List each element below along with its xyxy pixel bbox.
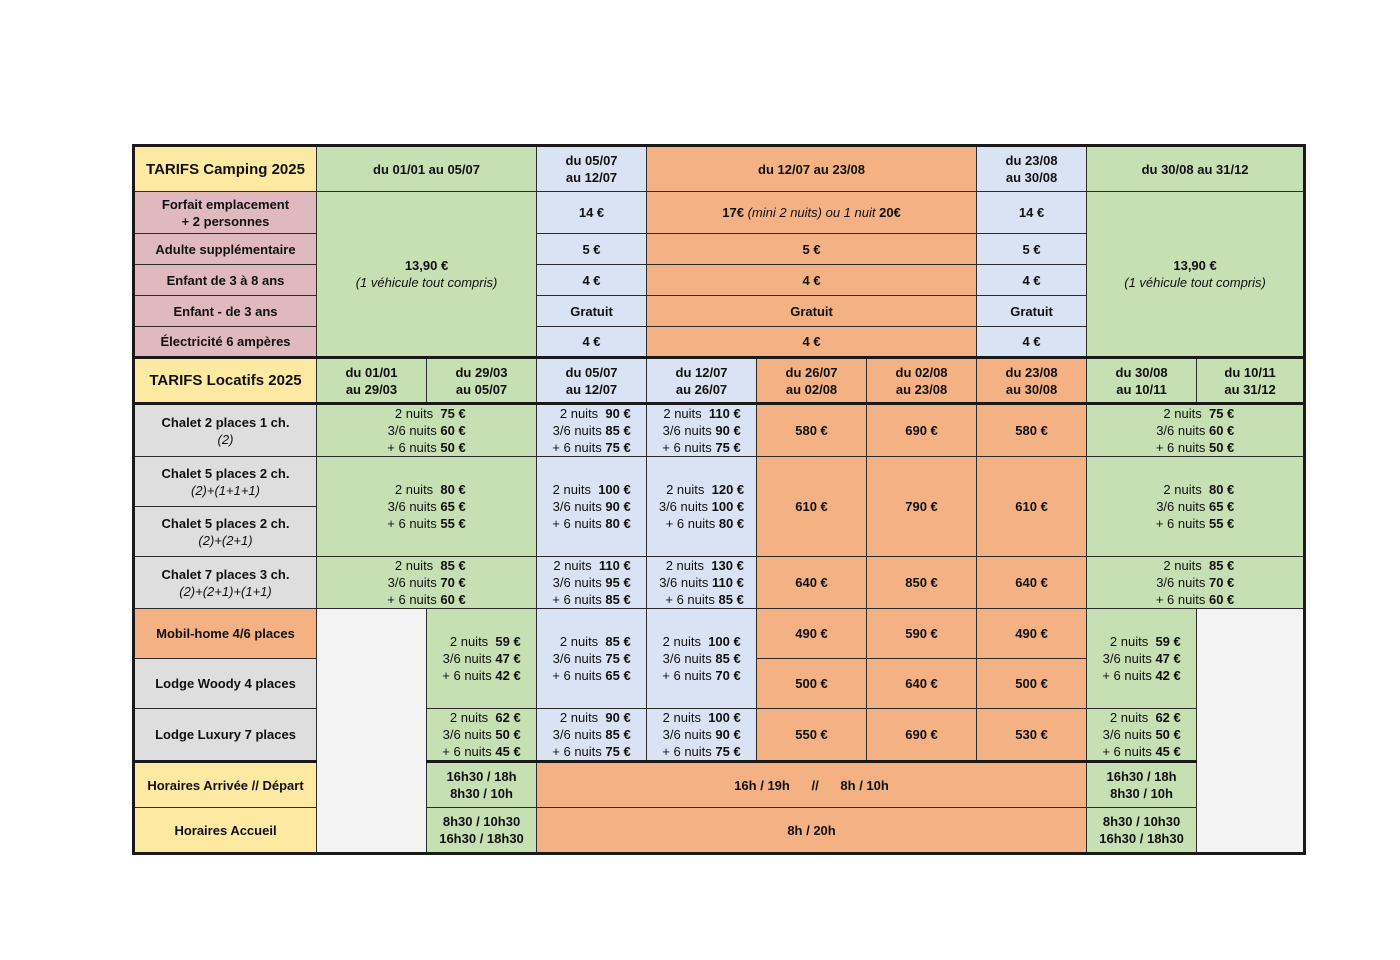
camping-low-season-price: 13,90 € (1 véhicule tout compris) [317,192,537,358]
chalet2-p0507-prices: 2 nuits 90 € 3/6 nuits 85 € + 6 nuits 75 € [537,404,647,457]
camping-period-3: du 12/07 au 23/08 [647,146,977,192]
loc-period-3: du 05/07 au 12/07 [537,358,647,404]
row-mobil-home [134,609,1305,659]
mw-late-prices: 2 nuits 59 € 3/6 nuits 47 € + 6 nuits 42 € [1087,609,1197,709]
row-accueil [134,808,1305,854]
chalet7-p1207-prices: 2 nuits 130 € 3/6 nuits 110 € + 6 nuits 85 € [647,557,757,609]
chalet5-week-3: 610 € [977,457,1087,557]
luxury-week-1: 550 € [757,709,867,762]
camping-row-forfait [134,192,1305,234]
loc-period-2: du 29/03 au 05/07 [427,358,537,404]
accueil-low: 8h30 / 10h30 16h30 / 18h30 [427,808,537,854]
price-adulte-p3: 5 € [647,234,977,265]
row-lodge-luxury [134,709,1305,762]
chalet7-p0507-prices: 2 nuits 110 € 3/6 nuits 95 € + 6 nuits 85 € [537,557,647,609]
price-adulte-p2: 5 € [537,234,647,265]
closed-period-end [1197,609,1305,854]
row-label-enfant38: Enfant de 3 à 8 ans [134,265,317,296]
label-accueil: Horaires Accueil [134,808,317,854]
price-enfant38-p2: 4 € [537,265,647,296]
camping-late-season-price: 13,90 € (1 véhicule tout compris) [1087,192,1305,358]
price-enfant3-p2: Gratuit [537,296,647,327]
label-lodge-luxury: Lodge Luxury 7 places [134,709,317,762]
chalet7-late-prices: 2 nuits 85 € 3/6 nuits 70 € + 6 nuits 60 € [1087,557,1305,609]
price-enfant38-p4: 4 € [977,265,1087,296]
loc-period-5: du 26/07 au 02/08 [757,358,867,404]
loc-period-7: du 23/08 au 30/08 [977,358,1087,404]
label-chalet5a: Chalet 5 places 2 ch. (2)+(1+1+1) [134,457,317,507]
chalet2-week-3: 580 € [977,404,1087,457]
camping-period-1: du 01/01 au 05/07 [317,146,537,192]
row-label-elec: Électricité 6 ampères [134,327,317,358]
loc-period-4: du 12/07 au 26/07 [647,358,757,404]
row-chalet7 [134,557,1305,609]
mw-p0507-prices: 2 nuits 85 € 3/6 nuits 75 € + 6 nuits 65 € [537,609,647,709]
chalet2-p1207-prices: 2 nuits 110 € 3/6 nuits 90 € + 6 nuits 75 € [647,404,757,457]
camping-period-2: du 05/07 au 12/07 [537,146,647,192]
loc-period-1: du 01/01 au 29/03 [317,358,427,404]
tarifs-table [132,144,1306,855]
mw-p1207-prices: 2 nuits 100 € 3/6 nuits 85 € + 6 nuits 70 € [647,609,757,709]
closed-period-start [317,609,427,854]
luxury-p1207-prices: 2 nuits 100 € 3/6 nuits 90 € + 6 nuits 75 € [647,709,757,762]
mw-low-prices: 2 nuits 59 € 3/6 nuits 47 € + 6 nuits 42 € [427,609,537,709]
chalet5-p1207-prices: 2 nuits 120 € 3/6 nuits 100 € + 6 nuits 80 € [647,457,757,557]
chalet2-week-1: 580 € [757,404,867,457]
price-enfant3-p3: Gratuit [647,296,977,327]
price-enfant3-p4: Gratuit [977,296,1087,327]
luxury-low-prices: 2 nuits 62 € 3/6 nuits 50 € + 6 nuits 45 € [427,709,537,762]
row-horaires [134,762,1305,808]
luxury-week-3: 530 € [977,709,1087,762]
row-chalet2 [134,404,1305,457]
price-forfait-p4: 14 € [977,192,1087,234]
locatifs-header-row [134,358,1305,404]
chalet5-low-prices: 2 nuits 80 € 3/6 nuits 65 € + 6 nuits 55 € [317,457,537,557]
loc-period-6: du 02/08 au 23/08 [867,358,977,404]
mobil-week-3: 490 € [977,609,1087,659]
woody-week-1: 500 € [757,659,867,709]
chalet5-late-prices: 2 nuits 80 € 3/6 nuits 65 € + 6 nuits 55 € [1087,457,1305,557]
camping-period-4: du 23/08 au 30/08 [977,146,1087,192]
label-horaires: Horaires Arrivée // Départ [134,762,317,808]
chalet2-late-prices: 2 nuits 75 € 3/6 nuits 60 € + 6 nuits 50 € [1087,404,1305,457]
row-label-enfant3: Enfant - de 3 ans [134,296,317,327]
chalet7-week-2: 850 € [867,557,977,609]
chalet5-week-1: 610 € [757,457,867,557]
label-mobil-home: Mobil-home 4/6 places [134,609,317,659]
chalet7-week-1: 640 € [757,557,867,609]
price-elec-p2: 4 € [537,327,647,358]
luxury-week-2: 690 € [867,709,977,762]
camping-title: TARIFS Camping 2025 [134,146,317,192]
horaires-late: 16h30 / 18h 8h30 / 10h [1087,762,1197,808]
chalet2-low-prices: 2 nuits 75 € 3/6 nuits 60 € + 6 nuits 50 € [317,404,537,457]
mobil-week-1: 490 € [757,609,867,659]
mobil-week-2: 590 € [867,609,977,659]
label-chalet2: Chalet 2 places 1 ch. (2) [134,404,317,457]
price-elec-p3: 4 € [647,327,977,358]
chalet7-week-3: 640 € [977,557,1087,609]
horaires-mid: 16h / 19h // 8h / 10h [537,762,1087,808]
chalet5-p0507-prices: 2 nuits 100 € 3/6 nuits 90 € + 6 nuits 80 € [537,457,647,557]
row-label-forfait: Forfait emplacement + 2 personnes [134,192,317,234]
price-forfait-p2: 14 € [537,192,647,234]
camping-period-5: du 30/08 au 31/12 [1087,146,1305,192]
loc-period-8: du 30/08 au 10/11 [1087,358,1197,404]
camping-header-row [134,146,1305,192]
price-adulte-p4: 5 € [977,234,1087,265]
accueil-mid: 8h / 20h [537,808,1087,854]
label-chalet7: Chalet 7 places 3 ch. (2)+(2+1)+(1+1) [134,557,317,609]
label-chalet5b: Chalet 5 places 2 ch. (2)+(2+1) [134,507,317,557]
luxury-late-prices: 2 nuits 62 € 3/6 nuits 50 € + 6 nuits 45 € [1087,709,1197,762]
price-elec-p4: 4 € [977,327,1087,358]
loc-period-9: du 10/11 au 31/12 [1197,358,1305,404]
row-label-adulte: Adulte supplémentaire [134,234,317,265]
horaires-low: 16h30 / 18h 8h30 / 10h [427,762,537,808]
price-forfait-p3: 17€ (mini 2 nuits) ou 1 nuit 20€ [647,192,977,234]
chalet7-low-prices: 2 nuits 85 € 3/6 nuits 70 € + 6 nuits 60 € [317,557,537,609]
luxury-p0507-prices: 2 nuits 90 € 3/6 nuits 85 € + 6 nuits 75 € [537,709,647,762]
woody-week-3: 500 € [977,659,1087,709]
label-lodge-woody: Lodge Woody 4 places [134,659,317,709]
price-enfant38-p3: 4 € [647,265,977,296]
woody-week-2: 640 € [867,659,977,709]
chalet5-week-2: 790 € [867,457,977,557]
row-chalet5a [134,457,1305,507]
locatifs-title: TARIFS Locatifs 2025 [134,358,317,404]
accueil-late: 8h30 / 10h30 16h30 / 18h30 [1087,808,1197,854]
chalet2-week-2: 690 € [867,404,977,457]
